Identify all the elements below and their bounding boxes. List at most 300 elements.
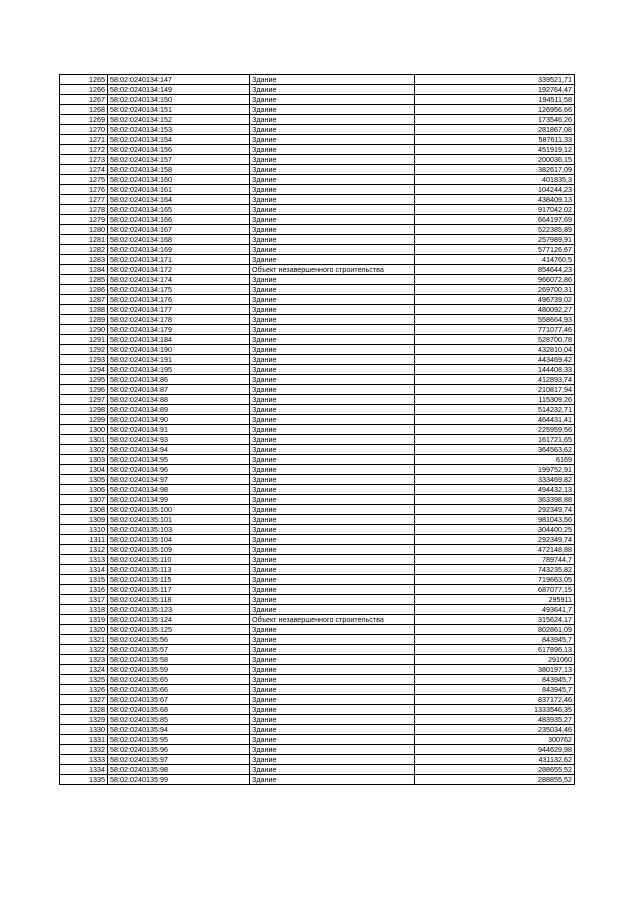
table-row — [60, 575, 575, 585]
table-row — [60, 295, 575, 305]
table-row — [60, 705, 575, 715]
object-type-cell: Здание — [250, 585, 415, 595]
cadastral-value-cell: 743235,82 — [415, 565, 575, 575]
cadastral-value-cell: 587611,33 — [415, 135, 575, 145]
property-table — [59, 74, 575, 785]
cadastral-value-cell: 288855,52 — [415, 775, 575, 785]
row-number-cell: 1267 — [60, 95, 108, 105]
table-row — [60, 685, 575, 695]
object-type-cell: Объект незавершенного строительства — [250, 615, 415, 625]
cadastral-value-cell: 364563,62 — [415, 445, 575, 455]
cadastral-value-cell: 339521,71 — [415, 75, 575, 85]
table-row — [60, 495, 575, 505]
object-type-cell: Здание — [250, 365, 415, 375]
cadastral-number-cell: 58:02:0240135:66 — [108, 685, 250, 695]
row-number-cell: 1326 — [60, 685, 108, 695]
cadastral-value-cell: 126956,66 — [415, 105, 575, 115]
object-type-cell: Здание — [250, 355, 415, 365]
table-row — [60, 85, 575, 95]
object-type-cell: Здание — [250, 215, 415, 225]
cadastral-value-cell: 494432,13 — [415, 485, 575, 495]
row-number-cell: 1302 — [60, 445, 108, 455]
cadastral-number-cell: 58:02:0240135:125 — [108, 625, 250, 635]
row-number-cell: 1313 — [60, 555, 108, 565]
row-number-cell: 1321 — [60, 635, 108, 645]
table-row — [60, 485, 575, 495]
cadastral-value-cell: 483935,27 — [415, 715, 575, 725]
cadastral-value-cell: 281867,08 — [415, 125, 575, 135]
table-row — [60, 465, 575, 475]
table-row — [60, 425, 575, 435]
row-number-cell: 1266 — [60, 85, 108, 95]
object-type-cell: Здание — [250, 745, 415, 755]
table-row — [60, 545, 575, 555]
cadastral-number-cell: 58:02:0240135:113 — [108, 565, 250, 575]
cadastral-value-cell: 292349,74 — [415, 535, 575, 545]
cadastral-value-cell: 789744,7 — [415, 555, 575, 565]
cadastral-number-cell: 58:02:0240135:68 — [108, 705, 250, 715]
row-number-cell: 1300 — [60, 425, 108, 435]
cadastral-value-cell: 115309,26 — [415, 395, 575, 405]
row-number-cell: 1307 — [60, 495, 108, 505]
cadastral-number-cell: 58:02:0240135:103 — [108, 525, 250, 535]
row-number-cell: 1296 — [60, 385, 108, 395]
row-number-cell: 1275 — [60, 175, 108, 185]
row-number-cell: 1301 — [60, 435, 108, 445]
cadastral-number-cell: 58:02:0240135:110 — [108, 555, 250, 565]
table-row — [60, 535, 575, 545]
table-row — [60, 255, 575, 265]
row-number-cell: 1316 — [60, 585, 108, 595]
table-row — [60, 375, 575, 385]
cadastral-value-cell: 843945,7 — [415, 635, 575, 645]
property-table-body — [60, 75, 575, 785]
row-number-cell: 1281 — [60, 235, 108, 245]
table-row — [60, 665, 575, 675]
cadastral-number-cell: 58:02:0240134:152 — [108, 115, 250, 125]
row-number-cell: 1328 — [60, 705, 108, 715]
cadastral-value-cell: 664197,69 — [415, 215, 575, 225]
table-row — [60, 655, 575, 665]
table-row — [60, 195, 575, 205]
object-type-cell: Здание — [250, 135, 415, 145]
table-row — [60, 595, 575, 605]
cadastral-number-cell: 58:02:0240135:57 — [108, 645, 250, 655]
object-type-cell: Здание — [250, 655, 415, 665]
cadastral-value-cell: 917042,02 — [415, 205, 575, 215]
row-number-cell: 1297 — [60, 395, 108, 405]
cadastral-number-cell: 58:02:0240134:175 — [108, 285, 250, 295]
row-number-cell: 1314 — [60, 565, 108, 575]
table-row — [60, 115, 575, 125]
table-row — [60, 185, 575, 195]
cadastral-number-cell: 58:02:0240134:191 — [108, 355, 250, 365]
cadastral-value-cell: 431132,62 — [415, 755, 575, 765]
cadastral-value-cell: 6169 — [415, 455, 575, 465]
cadastral-value-cell: 480092,27 — [415, 305, 575, 315]
cadastral-value-cell: 944629,98 — [415, 745, 575, 755]
object-type-cell: Здание — [250, 385, 415, 395]
object-type-cell: Здание — [250, 415, 415, 425]
cadastral-number-cell: 58:02:0240135:67 — [108, 695, 250, 705]
cadastral-value-cell: 315624,17 — [415, 615, 575, 625]
cadastral-number-cell: 58:02:0240134:157 — [108, 155, 250, 165]
cadastral-number-cell: 58:02:0240134:149 — [108, 85, 250, 95]
cadastral-number-cell: 58:02:0240134:158 — [108, 165, 250, 175]
object-type-cell: Здание — [250, 175, 415, 185]
row-number-cell: 1286 — [60, 285, 108, 295]
cadastral-value-cell: 194511,58 — [415, 95, 575, 105]
object-type-cell: Здание — [250, 305, 415, 315]
table-row — [60, 235, 575, 245]
cadastral-number-cell: 58:02:0240135:115 — [108, 575, 250, 585]
object-type-cell: Здание — [250, 715, 415, 725]
cadastral-number-cell: 58:02:0240134:169 — [108, 245, 250, 255]
cadastral-number-cell: 58:02:0240134:177 — [108, 305, 250, 315]
object-type-cell: Здание — [250, 765, 415, 775]
row-number-cell: 1294 — [60, 365, 108, 375]
cadastral-number-cell: 58:02:0240135:59 — [108, 665, 250, 675]
cadastral-number-cell: 58:02:0240135:117 — [108, 585, 250, 595]
row-number-cell: 1277 — [60, 195, 108, 205]
object-type-cell: Здание — [250, 125, 415, 135]
cadastral-value-cell: 843945,7 — [415, 685, 575, 695]
cadastral-value-cell: 225959,56 — [415, 425, 575, 435]
table-row — [60, 75, 575, 85]
cadastral-number-cell: 58:02:0240134:165 — [108, 205, 250, 215]
table-row — [60, 585, 575, 595]
cadastral-number-cell: 58:02:0240134:98 — [108, 485, 250, 495]
table-row — [60, 475, 575, 485]
row-number-cell: 1319 — [60, 615, 108, 625]
cadastral-number-cell: 58:02:0240135:101 — [108, 515, 250, 525]
table-row — [60, 435, 575, 445]
table-row — [60, 275, 575, 285]
row-number-cell: 1311 — [60, 535, 108, 545]
object-type-cell: Здание — [250, 645, 415, 655]
object-type-cell: Здание — [250, 85, 415, 95]
cadastral-value-cell: 771077,46 — [415, 325, 575, 335]
row-number-cell: 1315 — [60, 575, 108, 585]
row-number-cell: 1282 — [60, 245, 108, 255]
table-row — [60, 625, 575, 635]
row-number-cell: 1272 — [60, 145, 108, 155]
cadastral-value-cell: 414760,5 — [415, 255, 575, 265]
cadastral-value-cell: 719663,05 — [415, 575, 575, 585]
cadastral-value-cell: 199752,91 — [415, 465, 575, 475]
cadastral-value-cell: 380197,13 — [415, 665, 575, 675]
table-row — [60, 325, 575, 335]
cadastral-value-cell: 192764,47 — [415, 85, 575, 95]
object-type-cell: Здание — [250, 445, 415, 455]
table-row — [60, 735, 575, 745]
cadastral-value-cell: 528700,78 — [415, 335, 575, 345]
cadastral-value-cell: 443469,42 — [415, 355, 575, 365]
table-row — [60, 105, 575, 115]
cadastral-value-cell: 522385,89 — [415, 225, 575, 235]
row-number-cell: 1299 — [60, 415, 108, 425]
object-type-cell: Здание — [250, 75, 415, 85]
cadastral-number-cell: 58:02:0240134:166 — [108, 215, 250, 225]
table-row — [60, 355, 575, 365]
table-row — [60, 395, 575, 405]
table-row — [60, 175, 575, 185]
row-number-cell: 1284 — [60, 265, 108, 275]
cadastral-number-cell: 58:02:0240134:195 — [108, 365, 250, 375]
cadastral-value-cell: 472148,88 — [415, 545, 575, 555]
cadastral-number-cell: 58:02:0240135:104 — [108, 535, 250, 545]
object-type-cell: Здание — [250, 225, 415, 235]
cadastral-value-cell: 300762 — [415, 735, 575, 745]
cadastral-value-cell: 577126,67 — [415, 245, 575, 255]
cadastral-value-cell: 382617,09 — [415, 165, 575, 175]
cadastral-number-cell: 58:02:0240135:124 — [108, 615, 250, 625]
table-row — [60, 405, 575, 415]
cadastral-number-cell: 58:02:0240134:86 — [108, 375, 250, 385]
row-number-cell: 1270 — [60, 125, 108, 135]
cadastral-number-cell: 58:02:0240134:150 — [108, 95, 250, 105]
cadastral-number-cell: 58:02:0240134:97 — [108, 475, 250, 485]
table-row — [60, 765, 575, 775]
row-number-cell: 1289 — [60, 315, 108, 325]
cadastral-value-cell: 412893,74 — [415, 375, 575, 385]
table-row — [60, 125, 575, 135]
row-number-cell: 1295 — [60, 375, 108, 385]
row-number-cell: 1293 — [60, 355, 108, 365]
cadastral-number-cell: 58:02:0240135:58 — [108, 655, 250, 665]
object-type-cell: Здание — [250, 495, 415, 505]
object-type-cell: Здание — [250, 425, 415, 435]
cadastral-value-cell: 257989,91 — [415, 235, 575, 245]
cadastral-number-cell: 58:02:0240134:96 — [108, 465, 250, 475]
table-row — [60, 335, 575, 345]
table-row — [60, 225, 575, 235]
row-number-cell: 1306 — [60, 485, 108, 495]
cadastral-value-cell: 173546,26 — [415, 115, 575, 125]
cadastral-value-cell: 451919,12 — [415, 145, 575, 155]
cadastral-number-cell: 58:02:0240135:98 — [108, 765, 250, 775]
row-number-cell: 1325 — [60, 675, 108, 685]
cadastral-value-cell: 432810,04 — [415, 345, 575, 355]
row-number-cell: 1330 — [60, 725, 108, 735]
cadastral-value-cell: 304400,25 — [415, 525, 575, 535]
cadastral-number-cell: 58:02:0240134:179 — [108, 325, 250, 335]
row-number-cell: 1288 — [60, 305, 108, 315]
object-type-cell: Здание — [250, 405, 415, 415]
cadastral-number-cell: 58:02:0240134:168 — [108, 235, 250, 245]
cadastral-number-cell: 58:02:0240134:161 — [108, 185, 250, 195]
object-type-cell: Здание — [250, 525, 415, 535]
row-number-cell: 1323 — [60, 655, 108, 665]
cadastral-value-cell: 837172,46 — [415, 695, 575, 705]
row-number-cell: 1283 — [60, 255, 108, 265]
object-type-cell: Здание — [250, 395, 415, 405]
row-number-cell: 1280 — [60, 225, 108, 235]
cadastral-value-cell: 363398,88 — [415, 495, 575, 505]
table-row — [60, 565, 575, 575]
table-row — [60, 445, 575, 455]
object-type-cell: Здание — [250, 345, 415, 355]
cadastral-number-cell: 58:02:0240134:171 — [108, 255, 250, 265]
cadastral-number-cell: 58:02:0240134:190 — [108, 345, 250, 355]
cadastral-number-cell: 58:02:0240135:99 — [108, 775, 250, 785]
cadastral-number-cell: 58:02:0240134:151 — [108, 105, 250, 115]
object-type-cell: Здание — [250, 775, 415, 785]
cadastral-number-cell: 58:02:0240135:100 — [108, 505, 250, 515]
row-number-cell: 1312 — [60, 545, 108, 555]
object-type-cell: Здание — [250, 535, 415, 545]
row-number-cell: 1271 — [60, 135, 108, 145]
object-type-cell: Здание — [250, 235, 415, 245]
cadastral-number-cell: 58:02:0240134:147 — [108, 75, 250, 85]
row-number-cell: 1308 — [60, 505, 108, 515]
cadastral-number-cell: 58:02:0240134:99 — [108, 495, 250, 505]
cadastral-value-cell: 802861,09 — [415, 625, 575, 635]
row-number-cell: 1278 — [60, 205, 108, 215]
object-type-cell: Здание — [250, 625, 415, 635]
row-number-cell: 1298 — [60, 405, 108, 415]
cadastral-value-cell: 966072,86 — [415, 275, 575, 285]
row-number-cell: 1305 — [60, 475, 108, 485]
cadastral-value-cell: 1333546,35 — [415, 705, 575, 715]
object-type-cell: Здание — [250, 195, 415, 205]
cadastral-number-cell: 58:02:0240134:95 — [108, 455, 250, 465]
row-number-cell: 1279 — [60, 215, 108, 225]
cadastral-value-cell: 144408,33 — [415, 365, 575, 375]
row-number-cell: 1318 — [60, 605, 108, 615]
object-type-cell: Здание — [250, 275, 415, 285]
object-type-cell: Здание — [250, 605, 415, 615]
table-row — [60, 95, 575, 105]
row-number-cell: 1274 — [60, 165, 108, 175]
row-number-cell: 1287 — [60, 295, 108, 305]
row-number-cell: 1291 — [60, 335, 108, 345]
cadastral-number-cell: 58:02:0240134:172 — [108, 265, 250, 275]
row-number-cell: 1332 — [60, 745, 108, 755]
object-type-cell: Здание — [250, 255, 415, 265]
row-number-cell: 1322 — [60, 645, 108, 655]
cadastral-number-cell: 58:02:0240135:85 — [108, 715, 250, 725]
row-number-cell: 1333 — [60, 755, 108, 765]
cadastral-value-cell: 288655,52 — [415, 765, 575, 775]
table-row — [60, 245, 575, 255]
object-type-cell: Здание — [250, 555, 415, 565]
cadastral-number-cell: 58:02:0240135:123 — [108, 605, 250, 615]
row-number-cell: 1273 — [60, 155, 108, 165]
cadastral-number-cell: 58:02:0240135:95 — [108, 735, 250, 745]
object-type-cell: Здание — [250, 705, 415, 715]
object-type-cell: Здание — [250, 505, 415, 515]
table-row — [60, 135, 575, 145]
object-type-cell: Объект незавершенного строительства — [250, 265, 415, 275]
cadastral-number-cell: 58:02:0240135:118 — [108, 595, 250, 605]
object-type-cell: Здание — [250, 465, 415, 475]
row-number-cell: 1304 — [60, 465, 108, 475]
table-row — [60, 525, 575, 535]
row-number-cell: 1265 — [60, 75, 108, 85]
cadastral-number-cell: 58:02:0240134:90 — [108, 415, 250, 425]
object-type-cell: Здание — [250, 485, 415, 495]
cadastral-number-cell: 58:02:0240134:174 — [108, 275, 250, 285]
object-type-cell: Здание — [250, 695, 415, 705]
object-type-cell: Здание — [250, 295, 415, 305]
cadastral-number-cell: 58:02:0240135:97 — [108, 755, 250, 765]
object-type-cell: Здание — [250, 455, 415, 465]
table-row — [60, 505, 575, 515]
row-number-cell: 1317 — [60, 595, 108, 605]
object-type-cell: Здание — [250, 245, 415, 255]
object-type-cell: Здание — [250, 185, 415, 195]
object-type-cell: Здание — [250, 735, 415, 745]
table-row — [60, 635, 575, 645]
table-row — [60, 285, 575, 295]
cadastral-number-cell: 58:02:0240135:56 — [108, 635, 250, 645]
cadastral-value-cell: 269700,31 — [415, 285, 575, 295]
cadastral-value-cell: 104244,23 — [415, 185, 575, 195]
object-type-cell: Здание — [250, 375, 415, 385]
cadastral-value-cell: 161721,65 — [415, 435, 575, 445]
object-type-cell: Здание — [250, 155, 415, 165]
cadastral-value-cell: 291060 — [415, 655, 575, 665]
row-number-cell: 1303 — [60, 455, 108, 465]
cadastral-number-cell: 58:02:0240134:87 — [108, 385, 250, 395]
table-row — [60, 775, 575, 785]
cadastral-value-cell: 292349,74 — [415, 505, 575, 515]
cadastral-number-cell: 58:02:0240134:167 — [108, 225, 250, 235]
cadastral-value-cell: 333469,82 — [415, 475, 575, 485]
object-type-cell: Здание — [250, 665, 415, 675]
object-type-cell: Здание — [250, 595, 415, 605]
object-type-cell: Здание — [250, 685, 415, 695]
cadastral-number-cell: 58:02:0240134:160 — [108, 175, 250, 185]
object-type-cell: Здание — [250, 325, 415, 335]
cadastral-number-cell: 58:02:0240134:156 — [108, 145, 250, 155]
row-number-cell: 1310 — [60, 525, 108, 535]
cadastral-value-cell: 295911 — [415, 595, 575, 605]
object-type-cell: Здание — [250, 335, 415, 345]
object-type-cell: Здание — [250, 755, 415, 765]
row-number-cell: 1285 — [60, 275, 108, 285]
table-row — [60, 745, 575, 755]
cadastral-number-cell: 58:02:0240134:184 — [108, 335, 250, 345]
row-number-cell: 1334 — [60, 765, 108, 775]
cadastral-number-cell: 58:02:0240135:109 — [108, 545, 250, 555]
row-number-cell: 1335 — [60, 775, 108, 785]
row-number-cell: 1327 — [60, 695, 108, 705]
table-row — [60, 315, 575, 325]
object-type-cell: Здание — [250, 205, 415, 215]
row-number-cell: 1276 — [60, 185, 108, 195]
cadastral-number-cell: 58:02:0240134:176 — [108, 295, 250, 305]
object-type-cell: Здание — [250, 95, 415, 105]
cadastral-number-cell: 58:02:0240135:96 — [108, 745, 250, 755]
row-number-cell: 1290 — [60, 325, 108, 335]
object-type-cell: Здание — [250, 145, 415, 155]
cadastral-number-cell: 58:02:0240134:89 — [108, 405, 250, 415]
cadastral-number-cell: 58:02:0240135:94 — [108, 725, 250, 735]
object-type-cell: Здание — [250, 675, 415, 685]
row-number-cell: 1324 — [60, 665, 108, 675]
table-row — [60, 555, 575, 565]
object-type-cell: Здание — [250, 115, 415, 125]
cadastral-value-cell: 401835,3 — [415, 175, 575, 185]
cadastral-number-cell: 58:02:0240134:153 — [108, 125, 250, 135]
cadastral-number-cell: 58:02:0240134:93 — [108, 435, 250, 445]
cadastral-value-cell: 464431,41 — [415, 415, 575, 425]
object-type-cell: Здание — [250, 435, 415, 445]
row-number-cell: 1329 — [60, 715, 108, 725]
table-row — [60, 515, 575, 525]
